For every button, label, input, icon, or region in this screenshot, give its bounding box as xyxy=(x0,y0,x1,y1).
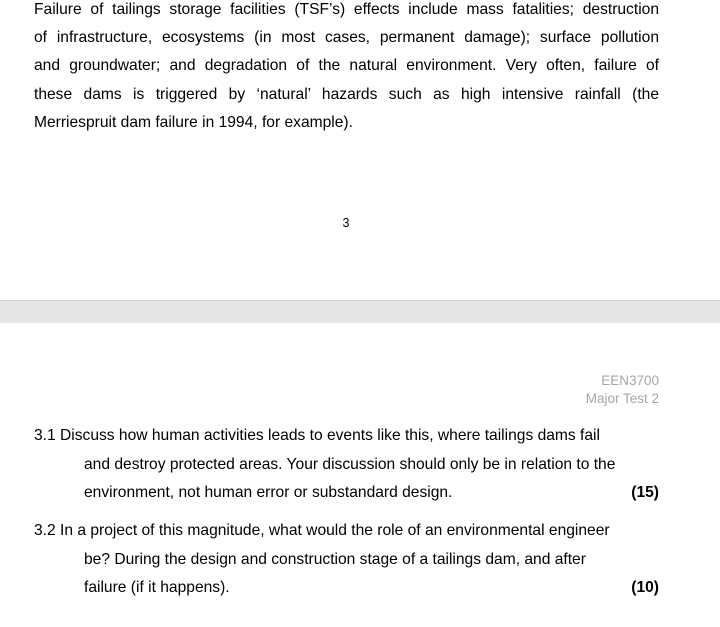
question-line: 3.1 Discuss how human activities leads to events like this, where tailings dams fail xyxy=(34,427,600,444)
marks-label: (10) xyxy=(631,579,659,596)
intro-line: these dams is triggered by ‘natural’ hazards such as high intensive rainfall (the xyxy=(34,85,659,103)
question-line: be? During the design and construction stage of a tailings dam, and after xyxy=(84,550,586,568)
question-line: 3.2 In a project of this magnitude, what would the role of an environmental engineer xyxy=(34,522,610,539)
intro-line: and groundwater; and degradation of the natural environment. Very often, failure of xyxy=(34,57,659,75)
intro-paragraph xyxy=(34,0,659,137)
intro-line: of infrastructure, ecosystems (in most cases, permanent damage); surface pollution xyxy=(34,29,659,47)
question-line: and destroy protected areas. Your discussion should only be in relation to the xyxy=(84,455,616,473)
course-code: EEN3700 xyxy=(601,373,659,388)
question-line: environment, not human error or substandard design. (15) xyxy=(34,479,659,508)
test-name: Major Test 2 xyxy=(585,391,659,406)
intro-line: Merriespruit dam failure in 1994, for example). xyxy=(34,113,353,131)
question-line: failure (if it happens). (10) xyxy=(34,574,659,603)
page-break xyxy=(0,300,720,324)
page-top xyxy=(0,0,720,300)
question-3-2 xyxy=(34,517,659,603)
page-number: 3 xyxy=(342,216,350,230)
intro-line: Failure of tailings storage facilities (TSF’s) effects include mass fatalities; destruction xyxy=(34,1,659,18)
page-header xyxy=(586,372,659,408)
question-3-1 xyxy=(34,422,659,508)
marks-label: (15) xyxy=(631,484,659,501)
